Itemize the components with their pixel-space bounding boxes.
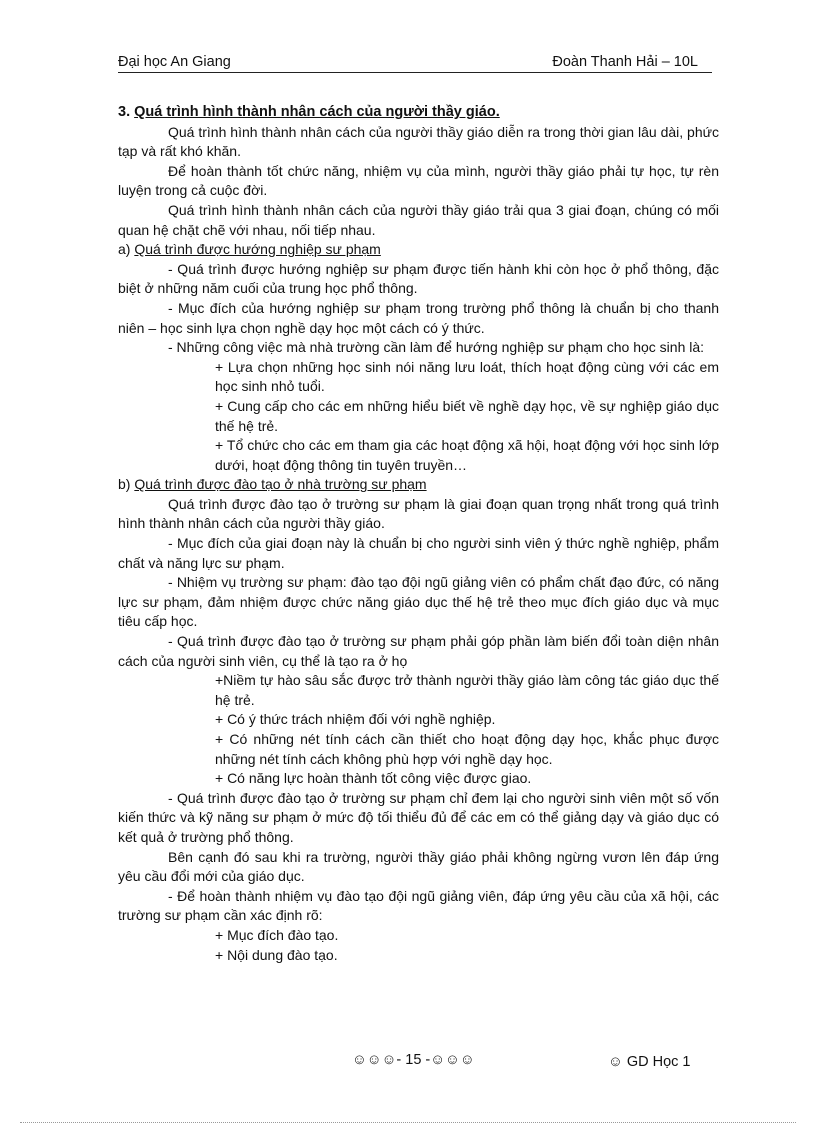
part-b-plus-1: +Niềm tự hào sâu sắc được trở thành người thầy giáo làm công tác giáo dục thế hệ trẻ. <box>215 672 719 708</box>
part-a-item-3: - Những công việc mà nhà trường cần làm để hướng nghiệp sư phạm cho học sinh là: <box>168 339 705 356</box>
paragraph-1: Quá trình hình thành nhân cách của người thầy giáo diễn ra trong thời gian lâu dài, phức tạp và rất khó khăn. <box>118 123 719 160</box>
part-b-final-plus-2: + Nội dung đào tạo. <box>215 946 338 963</box>
section-title <box>118 103 719 123</box>
part-a-item-2: - Mục đích của hướng nghiệp sư phạm trong trường phổ thông là chuẩn bị cho thanh niên – học sinh lựa chọn nghề dạy học một cách có ý thức. <box>118 299 719 336</box>
part-b-after-2: Bên cạnh đó sau khi ra trường, người thầy giáo phải không ngừng vươn lên đáp ứng yêu cầu đổi mới của giáo dục. <box>118 848 719 885</box>
part-b-title: Quá trình được đào tạo ở nhà trường sư phạm <box>134 476 427 493</box>
header-author: Đoàn Thanh Hải – 10L <box>552 54 698 70</box>
part-b-prefix: b) <box>118 476 135 493</box>
part-b-item-3: - Quá trình được đào tạo ở trường sư phạm phải góp phần làm biến đổi toàn diện nhân cách của người sinh viên, cụ thể là tạo ra ở họ <box>118 633 719 669</box>
part-b-item-2: - Nhiệm vụ trường sư phạm: đào tạo đội ngũ giảng viên có phẩm chất đạo đức, có năng lực sư phạm, đảm nhiệm được chức năng giáo dục thế hệ trẻ theo mục đích giáo dục và mục tiêu cấp học. <box>118 574 719 630</box>
part-b-plus-3: + Có những nét tính cách cần thiết cho hoạt động dạy học, khắc phục được những nét tính cách không phù hợp với nghề dạy học. <box>215 731 719 767</box>
part-a-plus-1: + Lựa chọn những học sinh nói năng lưu loát, thích hoạt động cùng với các em học sinh nhỏ tuổi. <box>215 358 719 395</box>
paragraph-2: Để hoàn thành tốt chức năng, nhiệm vụ của mình, người thầy giáo phải tự học, tự rèn luyện trong cả cuộc đời. <box>118 162 719 199</box>
footer-course: ☺ GD Học 1 <box>608 1054 691 1070</box>
part-a-prefix: a) <box>118 241 135 258</box>
part-b-after-1: - Quá trình được đào tạo ở trường sư phạm chỉ đem lại cho người sinh viên một số vốn kiến thức và kỹ năng sư phạm ở mức độ tối thiểu đủ để các em có thể giảng dạy và giáo dục có kết quả ở trường phổ thông. <box>118 789 719 845</box>
part-b-plus-2: + Có ý thức trách nhiệm đối với nghề nghiệp. <box>215 711 496 728</box>
part-b-item-1: - Mục đích của giai đoạn này là chuẩn bị cho người sinh viên ý thức nghề nghiệp, phẩm chất và năng lực sư phạm. <box>118 535 719 571</box>
page-header <box>118 54 712 73</box>
document-body <box>118 103 719 965</box>
part-a-heading <box>118 240 719 260</box>
part-b-final-plus-1: + Mục đích đào tạo. <box>215 926 339 943</box>
part-a-plus-2: + Cung cấp cho các em những hiểu biết về nghề dạy học, về sự nghiệp giáo dục thế hệ trẻ. <box>215 397 719 434</box>
part-a-plus-3: + Tổ chức cho các em tham gia các hoạt động xã hội, hoạt động với học sinh lớp dưới, hoạt động thông tin tuyên truyền… <box>215 437 719 473</box>
part-b-heading <box>118 475 719 495</box>
paragraph-3: Quá trình hình thành nhân cách của người thầy giáo trải qua 3 giai đoạn, chúng có mối quan hệ chặt chẽ với nhau, nối tiếp nhau. <box>118 201 719 238</box>
part-b-intro: Quá trình được đào tạo ở trường sư phạm là giai đoạn quan trọng nhất trong quá trình hình thành nhân cách của người thầy giáo. <box>118 495 719 532</box>
page-number: ☺☺☺- 15 -☺☺☺ <box>352 1052 475 1068</box>
section-number: 3. <box>118 104 135 120</box>
section-title-text: Quá trình hình thành nhân cách của người thầy giáo. <box>134 104 500 120</box>
part-a-title: Quá trình được hướng nghiệp sư phạm <box>134 241 381 258</box>
part-b-after-3: - Để hoàn thành nhiệm vụ đào tạo đội ngũ giảng viên, đáp ứng yêu cầu của xã hội, các trường sư phạm cần xác định rõ: <box>118 887 719 924</box>
header-institution: Đại học An Giang <box>118 54 231 70</box>
part-b-plus-4: + Có năng lực hoàn thành tốt công việc được giao. <box>215 770 532 787</box>
part-a-item-1: - Quá trình được hướng nghiệp sư phạm được tiến hành khi còn học ở phổ thông, đặc biệt ở những năm cuối của trung học phổ thông. <box>118 260 719 297</box>
